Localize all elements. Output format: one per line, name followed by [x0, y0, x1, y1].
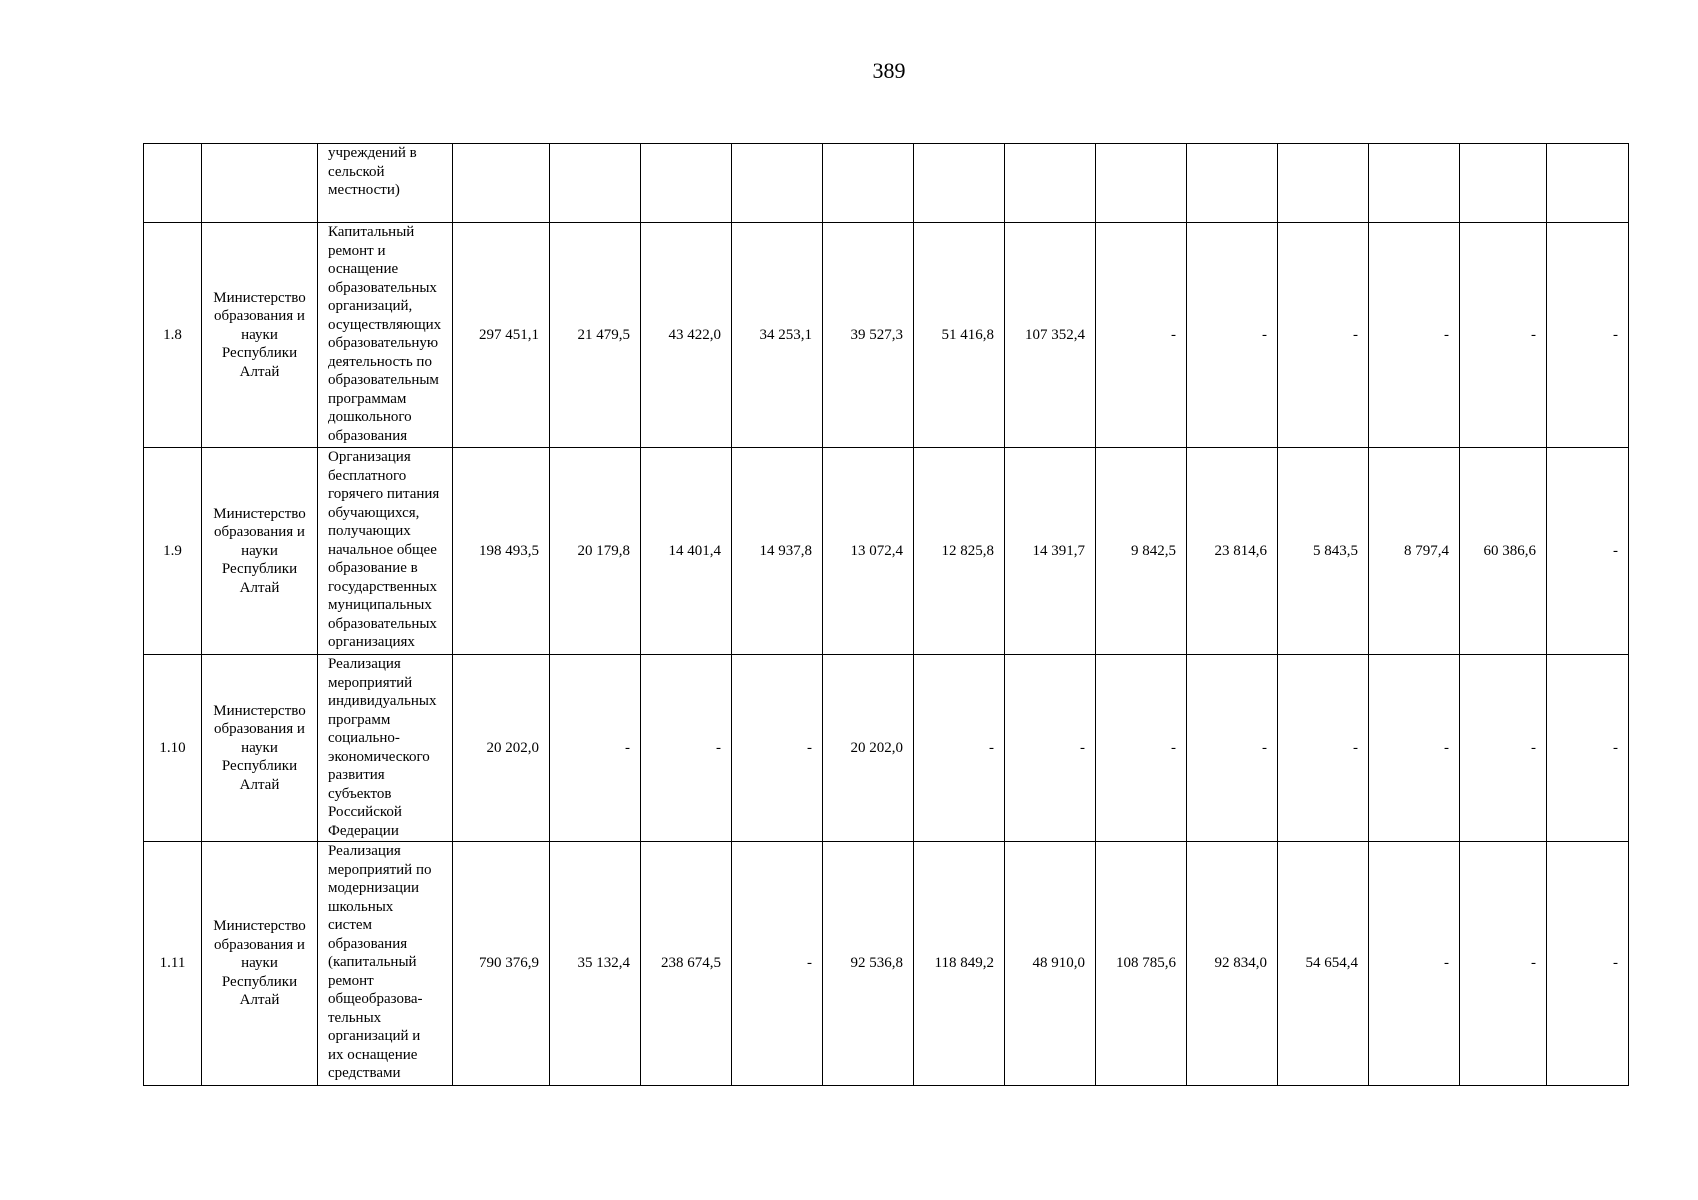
value-cell: 8 797,4 — [1369, 448, 1460, 655]
value-cell: 48 910,0 — [1005, 842, 1096, 1086]
table-body — [144, 144, 1629, 1086]
value-cell: 51 416,8 — [914, 223, 1005, 448]
value-cell: 54 654,4 — [1278, 842, 1369, 1086]
value-cell: - — [732, 842, 823, 1086]
value-cell: 39 527,3 — [823, 223, 914, 448]
value-cell: - — [1547, 223, 1629, 448]
value-cell — [1547, 144, 1629, 223]
value-cell — [823, 144, 914, 223]
value-cell — [1005, 144, 1096, 223]
value-cell: - — [1460, 842, 1547, 1086]
value-cell: 12 825,8 — [914, 448, 1005, 655]
value-cell: - — [1369, 842, 1460, 1086]
value-cell: 92 536,8 — [823, 842, 914, 1086]
value-cell — [453, 144, 550, 223]
value-cell: - — [1096, 655, 1187, 842]
value-cell: 238 674,5 — [641, 842, 732, 1086]
value-cell: 35 132,4 — [550, 842, 641, 1086]
value-cell: 198 493,5 — [453, 448, 550, 655]
value-cell: 23 814,6 — [1187, 448, 1278, 655]
row-number-cell: 1.11 — [144, 842, 202, 1086]
value-cell — [914, 144, 1005, 223]
value-cell: 20 202,0 — [823, 655, 914, 842]
value-cell: 14 937,8 — [732, 448, 823, 655]
row-number-cell: 1.10 — [144, 655, 202, 842]
measure-name-cell — [318, 842, 453, 1086]
value-cell: 43 422,0 — [641, 223, 732, 448]
value-cell: 34 253,1 — [732, 223, 823, 448]
value-cell: 14 391,7 — [1005, 448, 1096, 655]
value-cell: 13 072,4 — [823, 448, 914, 655]
executor-cell: Министерство образования и науки Республики Алтай — [202, 448, 318, 655]
measure-name-text: Организация бесплатного горячего питания обучающихся, получающих начальное общее образование в государственных муниципальных образовательных организациях — [328, 449, 440, 650]
value-cell: 297 451,1 — [453, 223, 550, 448]
value-cell: 92 834,0 — [1187, 842, 1278, 1086]
table-row — [144, 144, 1629, 223]
value-cell: - — [641, 655, 732, 842]
value-cell: 20 202,0 — [453, 655, 550, 842]
value-cell — [732, 144, 823, 223]
row-number-cell: 1.9 — [144, 448, 202, 655]
value-cell: - — [1460, 223, 1547, 448]
executor-cell: Министерство образования и науки Республики Алтай — [202, 655, 318, 842]
value-cell: - — [1187, 655, 1278, 842]
measure-name-text: учреждений в сельской местности) — [328, 145, 417, 198]
page-number: 389 — [872, 58, 906, 83]
value-cell: - — [914, 655, 1005, 842]
row-number-cell: 1.8 — [144, 223, 202, 448]
measure-name-text: Капитальный ремонт и оснащение образовательных организаций, осуществляющих образовательную деятельность по образовательным программам дошкольного образования — [328, 224, 442, 444]
value-cell: 108 785,6 — [1096, 842, 1187, 1086]
measure-name-text: Реализация мероприятий индивидуальных программ социально- экономического развития субъектов Российской Федерации — [328, 656, 437, 839]
value-cell: - — [1369, 223, 1460, 448]
value-cell: 118 849,2 — [914, 842, 1005, 1086]
value-cell: 60 386,6 — [1460, 448, 1547, 655]
value-cell: - — [1005, 655, 1096, 842]
value-cell — [1369, 144, 1460, 223]
value-cell: - — [1547, 655, 1629, 842]
measure-name-cell — [318, 223, 453, 448]
executor-cell: Министерство образования и науки Республики Алтай — [202, 223, 318, 448]
value-cell: 14 401,4 — [641, 448, 732, 655]
value-cell — [550, 144, 641, 223]
value-cell: - — [1096, 223, 1187, 448]
value-cell — [1096, 144, 1187, 223]
budget-table — [143, 143, 1629, 1086]
value-cell: 20 179,8 — [550, 448, 641, 655]
measure-name-cell — [318, 655, 453, 842]
table-row — [144, 842, 1629, 1086]
executor-cell — [202, 144, 318, 223]
executor-cell: Министерство образования и науки Республики Алтай — [202, 842, 318, 1086]
value-cell — [1460, 144, 1547, 223]
value-cell: - — [1547, 448, 1629, 655]
value-cell: 107 352,4 — [1005, 223, 1096, 448]
table-row — [144, 448, 1629, 655]
value-cell: - — [732, 655, 823, 842]
value-cell — [1187, 144, 1278, 223]
value-cell — [1278, 144, 1369, 223]
value-cell: 9 842,5 — [1096, 448, 1187, 655]
measure-name-cell — [318, 448, 453, 655]
value-cell: - — [1460, 655, 1547, 842]
measure-name-text: Реализация мероприятий по модернизации школьных систем образования (капитальный ремонт общеобразова- тельных организаций и их оснащение средствами — [328, 843, 432, 1081]
row-number-cell — [144, 144, 202, 223]
value-cell: - — [1369, 655, 1460, 842]
value-cell: - — [1187, 223, 1278, 448]
value-cell: - — [1278, 223, 1369, 448]
value-cell: 5 843,5 — [1278, 448, 1369, 655]
value-cell: - — [550, 655, 641, 842]
table-row — [144, 655, 1629, 842]
measure-name-cell — [318, 144, 453, 223]
table-row — [144, 223, 1629, 448]
value-cell: - — [1278, 655, 1369, 842]
value-cell: 21 479,5 — [550, 223, 641, 448]
value-cell — [641, 144, 732, 223]
value-cell: 790 376,9 — [453, 842, 550, 1086]
value-cell: - — [1547, 842, 1629, 1086]
